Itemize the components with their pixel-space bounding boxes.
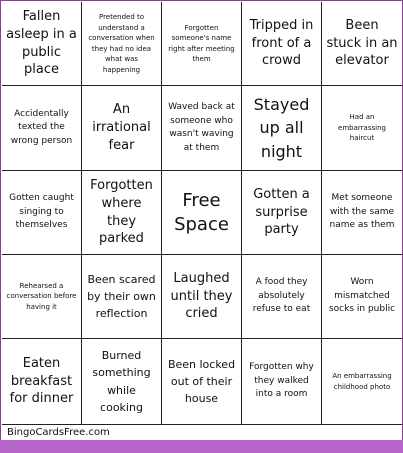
bingo-cell[interactable] bbox=[322, 2, 402, 86]
bingo-cell-text: Free Space bbox=[174, 190, 229, 235]
bingo-cell-text: Forgotten someone's name right after meeting them bbox=[168, 23, 235, 63]
bingo-cell-text: Been scared by their own reflection bbox=[87, 272, 156, 321]
bingo-cell-text: Been stuck in an elevator bbox=[326, 17, 398, 69]
bingo-cell[interactable] bbox=[162, 2, 242, 86]
bingo-cell-text: Waved back at someone who wasn't waving at them bbox=[168, 102, 235, 153]
bingo-cell[interactable] bbox=[2, 339, 82, 424]
bingo-grid bbox=[2, 2, 402, 424]
bingo-cell-text: Burned something while cooking bbox=[92, 349, 151, 414]
bingo-cell-text: Tripped in front of a crowd bbox=[249, 17, 314, 69]
card-footer bbox=[2, 424, 402, 441]
bingo-cell[interactable] bbox=[82, 171, 162, 255]
bingo-cell-text: A food they absolutely refuse to eat bbox=[252, 277, 311, 315]
bingo-cell-text: Been locked out of their house bbox=[167, 357, 236, 406]
bingo-cell[interactable] bbox=[82, 2, 162, 86]
bingo-cell[interactable] bbox=[242, 339, 322, 424]
bingo-cell[interactable] bbox=[322, 339, 402, 424]
bingo-cell-text: Rehearsed a conversation before having it bbox=[6, 281, 77, 311]
bingo-cell-text: Met someone with the same name as them bbox=[329, 193, 395, 231]
bingo-cell-text: Accidentally texted the wrong person bbox=[10, 108, 73, 146]
bingo-cell[interactable] bbox=[322, 255, 402, 339]
bingo-cell[interactable] bbox=[2, 255, 82, 339]
bingo-cell-text: Forgotten where they parked bbox=[90, 177, 153, 247]
bingo-cell[interactable] bbox=[242, 86, 322, 171]
bingo-cell-text: An embarrassing childhood photo bbox=[332, 372, 392, 391]
bingo-cell-text: Eaten breakfast for dinner bbox=[9, 355, 74, 407]
bingo-cell-text: Pretended to understand a conversation when they had no idea what was happening bbox=[88, 13, 155, 74]
bingo-cell[interactable] bbox=[2, 86, 82, 171]
bingo-cell[interactable] bbox=[162, 86, 242, 171]
bingo-cell-text: Laughed until they cried bbox=[170, 270, 233, 322]
bingo-cell[interactable] bbox=[322, 171, 402, 255]
bingo-cell[interactable] bbox=[242, 171, 322, 255]
bingo-cell[interactable] bbox=[2, 2, 82, 86]
bingo-cell[interactable] bbox=[162, 339, 242, 424]
bingo-cell[interactable] bbox=[82, 339, 162, 424]
bingo-cell-text: Fallen asleep in a public place bbox=[6, 8, 77, 78]
bingo-cell[interactable] bbox=[82, 86, 162, 171]
bingo-cell[interactable] bbox=[2, 171, 82, 255]
free-space-cell[interactable] bbox=[162, 171, 242, 255]
bingo-cell-text: Had an embarrassing haircut bbox=[338, 113, 386, 143]
bingo-cell[interactable] bbox=[242, 2, 322, 86]
bingo-cell-text: Forgotten why they walked into a room bbox=[249, 362, 314, 400]
brand-label: BingoCardsFree.com bbox=[7, 427, 110, 438]
bingo-cell-text: An irrational fear bbox=[92, 102, 151, 153]
bingo-cell[interactable] bbox=[322, 86, 402, 171]
bingo-cell-text: Worn mismatched socks in public bbox=[328, 277, 396, 315]
bingo-cell-text: Gotten caught singing to themselves bbox=[9, 193, 74, 231]
bingo-cell[interactable] bbox=[82, 255, 162, 339]
bingo-cell-text: Gotten a surprise party bbox=[253, 186, 310, 238]
bingo-cell[interactable] bbox=[162, 255, 242, 339]
accent-band bbox=[0, 440, 403, 453]
bingo-cell[interactable] bbox=[242, 255, 322, 339]
bingo-cell-text: Stayed up all night bbox=[253, 95, 310, 161]
